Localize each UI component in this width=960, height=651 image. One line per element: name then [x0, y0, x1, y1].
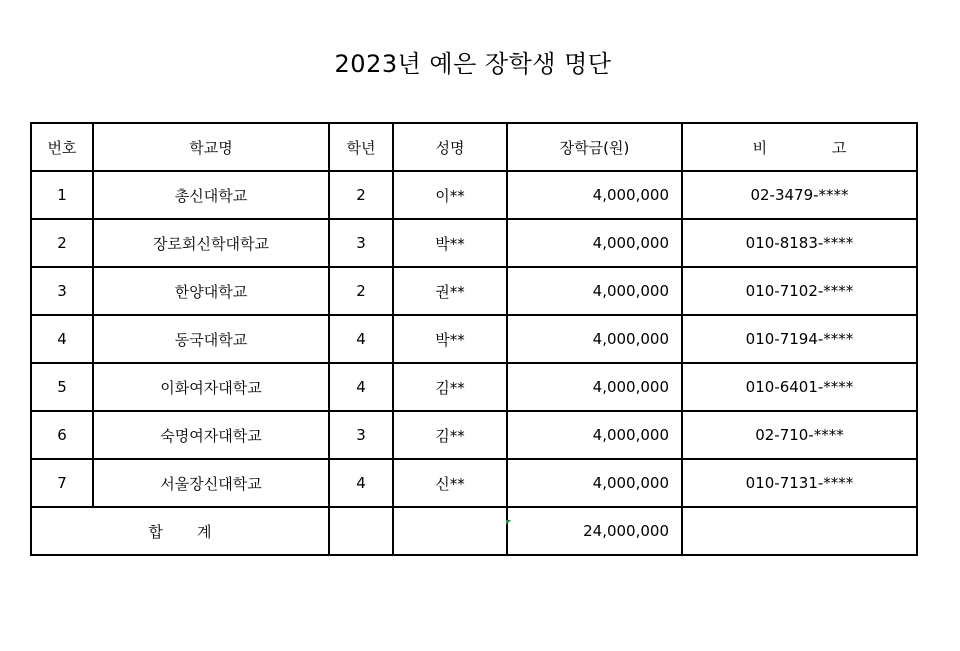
cell-name: 김**	[393, 363, 507, 411]
table-row	[31, 459, 917, 507]
scholarship-table	[30, 122, 918, 556]
cell-school: 장로회신학대학교	[93, 219, 329, 267]
cell-note: 02-710-****	[682, 411, 917, 459]
cell-amount: 4,000,000	[507, 459, 682, 507]
cell-name: 김**	[393, 411, 507, 459]
cell-school: 한양대학교	[93, 267, 329, 315]
total-amount: 24,000,000	[507, 507, 682, 555]
cell-school: 이화여자대학교	[93, 363, 329, 411]
cell-number: 1	[31, 171, 93, 219]
header-grade: 학년	[329, 123, 393, 171]
cell-grade: 2	[329, 171, 393, 219]
cell-school: 서울장신대학교	[93, 459, 329, 507]
cell-number: 3	[31, 267, 93, 315]
header-school: 학교명	[93, 123, 329, 171]
document-title: 2023년 예은 장학생 명단	[334, 50, 612, 78]
table-row	[31, 411, 917, 459]
cell-marker-icon	[506, 520, 511, 525]
cell-note: 010-6401-****	[682, 363, 917, 411]
cell-number: 5	[31, 363, 93, 411]
header-scholarship: 장학금(원)	[507, 123, 682, 171]
table-header-row	[31, 123, 917, 171]
table-row	[31, 363, 917, 411]
cell-number: 2	[31, 219, 93, 267]
cell-amount: 4,000,000	[507, 363, 682, 411]
cell-name: 박**	[393, 219, 507, 267]
cell-name: 신**	[393, 459, 507, 507]
cell-school: 총신대학교	[93, 171, 329, 219]
cell-grade: 3	[329, 411, 393, 459]
cell-grade: 4	[329, 459, 393, 507]
cell-amount: 4,000,000	[507, 315, 682, 363]
table-row	[31, 267, 917, 315]
total-grade-empty	[329, 507, 393, 555]
cell-grade: 4	[329, 363, 393, 411]
cell-amount: 4,000,000	[507, 411, 682, 459]
header-note: 비 고	[682, 123, 917, 171]
header-name: 성명	[393, 123, 507, 171]
total-name-empty	[393, 507, 507, 555]
cell-amount: 4,000,000	[507, 267, 682, 315]
cell-note: 02-3479-****	[682, 171, 917, 219]
cell-number: 4	[31, 315, 93, 363]
cell-note: 010-7194-****	[682, 315, 917, 363]
cell-grade: 4	[329, 315, 393, 363]
cell-amount: 4,000,000	[507, 171, 682, 219]
cell-grade: 3	[329, 219, 393, 267]
header-number: 번호	[31, 123, 93, 171]
total-label: 합계	[31, 507, 329, 555]
total-note-empty	[682, 507, 917, 555]
cell-note: 010-8183-****	[682, 219, 917, 267]
cell-number: 7	[31, 459, 93, 507]
cell-school: 동국대학교	[93, 315, 329, 363]
cell-school: 숙명여자대학교	[93, 411, 329, 459]
cell-grade: 2	[329, 267, 393, 315]
cell-note: 010-7102-****	[682, 267, 917, 315]
cell-amount: 4,000,000	[507, 219, 682, 267]
table-row	[31, 171, 917, 219]
table-row	[31, 315, 917, 363]
table-row	[31, 219, 917, 267]
cell-number: 6	[31, 411, 93, 459]
cell-note: 010-7131-****	[682, 459, 917, 507]
total-row	[31, 507, 917, 555]
cell-name: 이**	[393, 171, 507, 219]
cell-name: 박**	[393, 315, 507, 363]
cell-name: 권**	[393, 267, 507, 315]
